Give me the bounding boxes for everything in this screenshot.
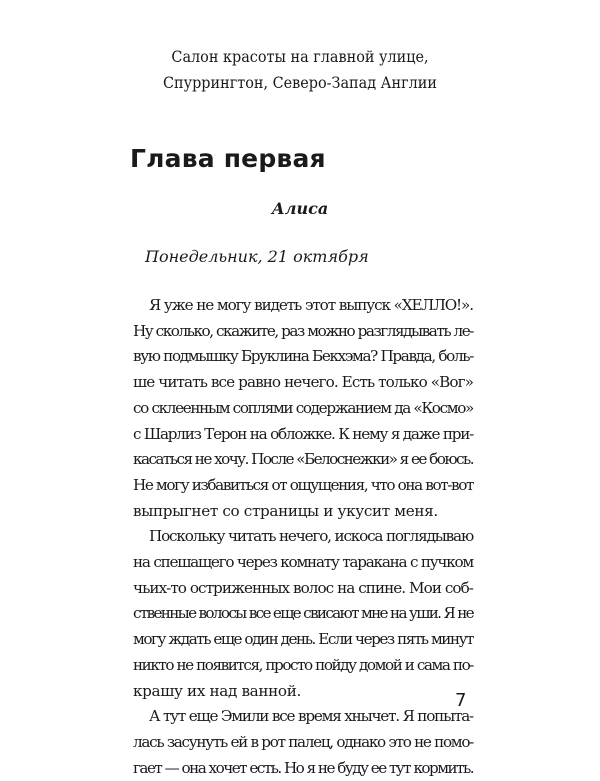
text-line: на спешащего через комнату таракана с пучком (133, 553, 473, 572)
text-line: ственные волосы все еще свисают мне на уши. Я не (133, 604, 473, 623)
text-line: со склеенным соплями содержанием да «Космо» (133, 398, 473, 417)
narrator-name: Алиса (271, 199, 329, 218)
text-line: Ну сколько, скажите, раз можно разглядывать ле- (133, 321, 473, 340)
text-line: никто не появится, просто пойду домой и сама по- (133, 655, 473, 674)
text-line: выпрыгнет со страницы и укусит меня. (133, 501, 438, 520)
text-line: гает — она хочет есть. Но я не буду ее тут кормить. (133, 758, 473, 777)
location-line-2: Спуррингтон, Северо-Запад Англии (163, 73, 437, 92)
text-line: с Шарлиз Терон на обложке. К нему я даже при- (133, 424, 473, 443)
text-line: могу ждать еще один день. Если через пять минут (133, 630, 473, 649)
text-line: крашу их над ванной. (133, 681, 301, 700)
text-line: касаться не хочу. После «Белоснежки» я ее боюсь. (133, 450, 473, 469)
chapter-title: Глава первая (130, 144, 326, 173)
body-text (133, 293, 473, 781)
text-line: Поскольку читать нечего, искоса поглядываю (149, 527, 473, 546)
text-line: Не могу избавиться от ощущения, что она вот-вот (133, 475, 473, 494)
text-line: вую подмышку Бруклина Бекхэма? Правда, боль- (133, 347, 473, 366)
dateline: Понедельник, 21 октября (145, 247, 369, 266)
location-header (0, 44, 600, 96)
text-line: Я уже не могу видеть этот выпуск «ХЕЛЛО!». (149, 296, 473, 314)
text-line: чьих-то остриженных волос на спине. Мои соб- (133, 578, 473, 597)
text-line: ше читать все равно нечего. Есть только «Вог» (133, 373, 473, 392)
location-line-1: Салон красоты на главной улице, (171, 47, 429, 66)
text-line: лась засунуть ей в рот палец, однако это не помо- (133, 732, 473, 751)
text-line: А тут еще Эмили все время хнычет. Я попыта- (149, 707, 473, 726)
page-number: 7 (455, 690, 467, 711)
